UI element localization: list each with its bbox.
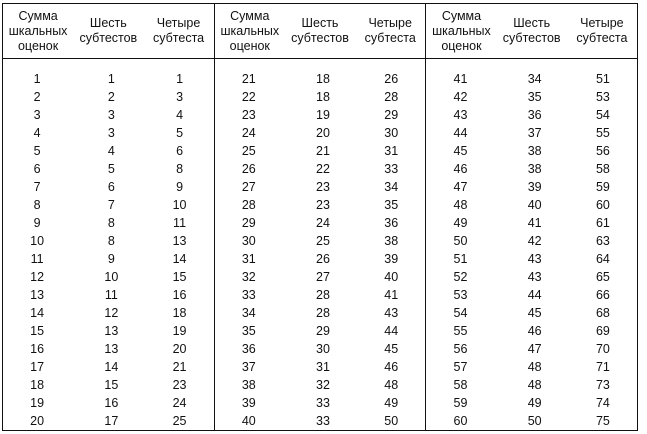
cell-six-subtests: 23 — [316, 198, 330, 212]
cell-four-subtests: 68 — [595, 306, 610, 320]
cell-sum-scaled-scores: 52 — [453, 270, 468, 284]
cell-six-subtests: 47 — [527, 342, 542, 356]
cell-four-subtests: 55 — [595, 126, 610, 140]
cell-sum-scaled-scores: 49 — [453, 216, 468, 230]
cell-six-subtests: 8 — [107, 216, 115, 230]
cell-sum-scaled-scores: 4 — [33, 126, 41, 140]
cell-sum-scaled-scores: 5 — [33, 144, 41, 158]
table-row — [215, 160, 426, 178]
cell-sum-scaled-scores: 53 — [453, 288, 468, 302]
cell-four-subtests: 40 — [384, 270, 399, 284]
cell-four-subtests: 56 — [595, 144, 610, 158]
cell-six-subtests: 8 — [107, 234, 115, 248]
cell-four-subtests: 19 — [172, 324, 187, 338]
cell-six-subtests: 1 — [107, 72, 115, 86]
table-row — [426, 142, 637, 160]
table-row — [426, 394, 637, 412]
cell-six-subtests: 35 — [527, 90, 542, 104]
cell-four-subtests: 64 — [595, 252, 610, 266]
table-row — [215, 286, 426, 304]
table-row — [426, 124, 637, 142]
header-four-subtests: Четыре субтеста — [152, 16, 205, 45]
cell-sum-scaled-scores: 14 — [30, 306, 45, 320]
cell-six-subtests: 30 — [316, 342, 330, 356]
cell-four-subtests: 5 — [176, 126, 184, 140]
cell-four-subtests: 4 — [176, 108, 184, 122]
table-row — [3, 250, 214, 268]
cell-six-subtests: 44 — [527, 288, 542, 302]
cell-four-subtests: 75 — [595, 414, 610, 428]
cell-six-subtests: 34 — [527, 72, 542, 86]
cell-six-subtests: 11 — [104, 288, 118, 302]
cell-four-subtests: 61 — [595, 216, 610, 230]
table-row — [426, 268, 637, 286]
cell-four-subtests: 3 — [176, 90, 184, 104]
cell-four-subtests: 53 — [595, 90, 610, 104]
cell-sum-scaled-scores: 1 — [33, 72, 41, 86]
header-sum-scaled-scores: Сумма шкальных оценок — [8, 8, 68, 53]
cell-sum-scaled-scores: 50 — [453, 234, 468, 248]
cell-six-subtests: 32 — [316, 378, 330, 392]
cell-six-subtests: 14 — [104, 360, 119, 374]
cell-six-subtests: 13 — [104, 342, 119, 356]
table-row — [215, 106, 426, 124]
header-six-subtests: Шесть субтестов — [291, 16, 349, 45]
cell-sum-scaled-scores: 10 — [30, 234, 45, 248]
cell-four-subtests: 9 — [176, 180, 184, 194]
cell-sum-scaled-scores: 27 — [241, 180, 256, 194]
cell-six-subtests: 46 — [527, 324, 542, 338]
table-row — [215, 340, 426, 358]
table-row — [3, 70, 214, 88]
cell-six-subtests: 6 — [107, 180, 115, 194]
table-row — [215, 88, 426, 106]
cell-four-subtests: 20 — [172, 342, 187, 356]
table-row — [426, 304, 637, 322]
cell-sum-scaled-scores: 32 — [241, 270, 256, 284]
cell-four-subtests: 8 — [176, 162, 184, 176]
table-row — [215, 358, 426, 376]
cell-sum-scaled-scores: 8 — [33, 198, 41, 212]
table-row — [426, 340, 637, 358]
cell-sum-scaled-scores: 35 — [241, 324, 256, 338]
cell-six-subtests: 17 — [104, 414, 119, 428]
table-row — [426, 358, 637, 376]
cell-six-subtests: 43 — [527, 252, 542, 266]
table-row — [215, 376, 426, 394]
cell-sum-scaled-scores: 26 — [241, 162, 256, 176]
cell-sum-scaled-scores: 3 — [33, 108, 41, 122]
cell-six-subtests: 15 — [104, 378, 119, 392]
cell-sum-scaled-scores: 6 — [33, 162, 41, 176]
cell-four-subtests: 34 — [384, 180, 399, 194]
cell-four-subtests: 25 — [172, 414, 187, 428]
table-row — [215, 322, 426, 340]
table-body — [215, 59, 426, 430]
table-body — [426, 59, 637, 430]
table-row — [3, 412, 214, 430]
table-row — [215, 178, 426, 196]
table-row — [3, 268, 214, 286]
table-row — [426, 412, 637, 430]
cell-four-subtests: 15 — [172, 270, 187, 284]
cell-sum-scaled-scores: 56 — [453, 342, 468, 356]
table-row — [215, 232, 426, 250]
cell-six-subtests: 31 — [316, 360, 330, 374]
cell-four-subtests: 38 — [384, 234, 399, 248]
cell-four-subtests: 29 — [384, 108, 399, 122]
cell-sum-scaled-scores: 46 — [453, 162, 468, 176]
cell-sum-scaled-scores: 38 — [241, 378, 256, 392]
cell-sum-scaled-scores: 22 — [241, 90, 256, 104]
cell-six-subtests: 28 — [316, 306, 330, 320]
header-four-subtests: Четыре субтеста — [576, 16, 628, 45]
cell-sum-scaled-scores: 28 — [241, 198, 256, 212]
cell-four-subtests: 65 — [595, 270, 610, 284]
table-row — [426, 286, 637, 304]
table-row — [3, 196, 214, 214]
header-sum-scaled-scores: Сумма шкальных оценок — [220, 8, 280, 53]
table-row — [215, 142, 426, 160]
cell-sum-scaled-scores: 55 — [453, 324, 468, 338]
cell-four-subtests: 30 — [384, 126, 399, 140]
cell-four-subtests: 36 — [384, 216, 399, 230]
header-sum-scaled-scores: Сумма шкальных оценок — [432, 8, 491, 53]
table-row — [3, 88, 214, 106]
cell-six-subtests: 42 — [527, 234, 542, 248]
cell-four-subtests: 33 — [384, 162, 399, 176]
cell-sum-scaled-scores: 12 — [30, 270, 45, 284]
cell-sum-scaled-scores: 60 — [453, 414, 468, 428]
cell-sum-scaled-scores: 21 — [241, 72, 256, 86]
cell-four-subtests: 54 — [595, 108, 610, 122]
cell-six-subtests: 40 — [527, 198, 542, 212]
header-four-subtests: Четыре субтеста — [364, 16, 416, 45]
cell-four-subtests: 69 — [595, 324, 610, 338]
cell-six-subtests: 50 — [527, 414, 542, 428]
cell-six-subtests: 38 — [527, 162, 542, 176]
cell-six-subtests: 33 — [316, 396, 330, 410]
cell-sum-scaled-scores: 13 — [30, 288, 45, 302]
cell-sum-scaled-scores: 15 — [30, 324, 45, 338]
cell-sum-scaled-scores: 34 — [241, 306, 256, 320]
cell-six-subtests: 37 — [527, 126, 542, 140]
cell-four-subtests: 35 — [384, 198, 399, 212]
cell-six-subtests: 28 — [316, 288, 330, 302]
cell-six-subtests: 33 — [316, 414, 330, 428]
cell-six-subtests: 48 — [527, 360, 542, 374]
table-row — [215, 250, 426, 268]
cell-four-subtests: 45 — [384, 342, 399, 356]
table-row — [3, 286, 214, 304]
cell-sum-scaled-scores: 37 — [241, 360, 256, 374]
cell-four-subtests: 16 — [172, 288, 187, 302]
cell-six-subtests: 38 — [527, 144, 542, 158]
cell-six-subtests: 9 — [107, 252, 115, 266]
table-block-1 — [3, 4, 215, 430]
cell-four-subtests: 66 — [595, 288, 610, 302]
cell-six-subtests: 19 — [316, 108, 330, 122]
cell-four-subtests: 24 — [172, 396, 187, 410]
table-row — [215, 394, 426, 412]
cell-six-subtests: 20 — [316, 126, 330, 140]
table-block-3 — [426, 4, 637, 430]
cell-six-subtests: 39 — [527, 180, 542, 194]
table-row — [426, 196, 637, 214]
header-six-subtests: Шесть субтестов — [502, 16, 561, 45]
cell-six-subtests: 23 — [316, 180, 330, 194]
cell-sum-scaled-scores: 9 — [33, 216, 41, 230]
cell-sum-scaled-scores: 25 — [241, 144, 256, 158]
cell-sum-scaled-scores: 39 — [241, 396, 256, 410]
cell-sum-scaled-scores: 42 — [453, 90, 468, 104]
cell-sum-scaled-scores: 51 — [453, 252, 468, 266]
cell-four-subtests: 71 — [595, 360, 610, 374]
cell-four-subtests: 21 — [172, 360, 187, 374]
cell-six-subtests: 13 — [104, 324, 119, 338]
cell-sum-scaled-scores: 17 — [30, 360, 45, 374]
table-row — [3, 106, 214, 124]
cell-four-subtests: 60 — [595, 198, 610, 212]
cell-six-subtests: 48 — [527, 378, 542, 392]
cell-six-subtests: 4 — [107, 144, 115, 158]
cell-four-subtests: 39 — [384, 252, 399, 266]
cell-four-subtests: 18 — [172, 306, 187, 320]
cell-sum-scaled-scores: 33 — [241, 288, 256, 302]
cell-four-subtests: 6 — [176, 144, 184, 158]
cell-six-subtests: 24 — [316, 216, 330, 230]
cell-sum-scaled-scores: 24 — [241, 126, 256, 140]
cell-sum-scaled-scores: 41 — [453, 72, 468, 86]
cell-four-subtests: 28 — [384, 90, 399, 104]
cell-six-subtests: 5 — [107, 162, 115, 176]
cell-six-subtests: 12 — [104, 306, 119, 320]
table-row — [215, 214, 426, 232]
cell-four-subtests: 58 — [595, 162, 610, 176]
cell-six-subtests: 45 — [527, 306, 542, 320]
cell-four-subtests: 43 — [384, 306, 399, 320]
table-row — [426, 106, 637, 124]
cell-sum-scaled-scores: 44 — [453, 126, 468, 140]
table-row — [426, 178, 637, 196]
cell-six-subtests: 2 — [107, 90, 115, 104]
table-row — [3, 376, 214, 394]
cell-six-subtests: 26 — [316, 252, 330, 266]
table-header — [3, 4, 214, 59]
table-row — [3, 358, 214, 376]
cell-sum-scaled-scores: 58 — [453, 378, 468, 392]
table-block-2 — [215, 4, 427, 430]
cell-six-subtests: 16 — [104, 396, 119, 410]
cell-four-subtests: 1 — [176, 72, 184, 86]
table-row — [426, 250, 637, 268]
cell-six-subtests: 43 — [527, 270, 542, 284]
table-row — [3, 124, 214, 142]
table-row — [426, 70, 637, 88]
cell-four-subtests: 59 — [595, 180, 610, 194]
cell-sum-scaled-scores: 29 — [241, 216, 256, 230]
cell-four-subtests: 31 — [384, 144, 399, 158]
table-row — [3, 304, 214, 322]
table-row — [215, 304, 426, 322]
cell-four-subtests: 26 — [384, 72, 399, 86]
cell-six-subtests: 27 — [316, 270, 330, 284]
cell-six-subtests: 10 — [104, 270, 119, 284]
cell-sum-scaled-scores: 19 — [30, 396, 45, 410]
cell-four-subtests: 49 — [384, 396, 399, 410]
table-row — [3, 322, 214, 340]
cell-four-subtests: 48 — [384, 378, 399, 392]
table-row — [215, 412, 426, 430]
table-row — [215, 124, 426, 142]
cell-sum-scaled-scores: 16 — [30, 342, 45, 356]
cell-six-subtests: 41 — [527, 216, 542, 230]
cell-sum-scaled-scores: 48 — [453, 198, 468, 212]
cell-four-subtests: 70 — [595, 342, 610, 356]
cell-six-subtests: 3 — [107, 108, 115, 122]
cell-sum-scaled-scores: 7 — [33, 180, 41, 194]
cell-sum-scaled-scores: 23 — [241, 108, 256, 122]
cell-sum-scaled-scores: 30 — [241, 234, 256, 248]
table-row — [3, 340, 214, 358]
table-row — [3, 178, 214, 196]
cell-six-subtests: 18 — [316, 72, 330, 86]
table-row — [3, 160, 214, 178]
table-body — [3, 59, 214, 430]
cell-six-subtests: 36 — [527, 108, 542, 122]
table-header — [426, 4, 637, 59]
table-row — [3, 142, 214, 160]
header-six-subtests: Шесть субтестов — [79, 16, 138, 45]
cell-four-subtests: 11 — [173, 216, 187, 230]
table-row — [426, 214, 637, 232]
cell-four-subtests: 46 — [384, 360, 399, 374]
table-row — [426, 322, 637, 340]
cell-sum-scaled-scores: 43 — [453, 108, 468, 122]
cell-four-subtests: 41 — [384, 288, 399, 302]
cell-four-subtests: 63 — [595, 234, 610, 248]
cell-six-subtests: 29 — [316, 324, 330, 338]
cell-sum-scaled-scores: 2 — [33, 90, 41, 104]
cell-sum-scaled-scores: 47 — [453, 180, 468, 194]
cell-sum-scaled-scores: 36 — [241, 342, 256, 356]
cell-four-subtests: 23 — [172, 378, 187, 392]
table-row — [215, 196, 426, 214]
cell-four-subtests: 73 — [595, 378, 610, 392]
cell-sum-scaled-scores: 54 — [453, 306, 468, 320]
cell-four-subtests: 13 — [172, 234, 187, 248]
cell-sum-scaled-scores: 11 — [30, 252, 44, 266]
cell-sum-scaled-scores: 45 — [453, 144, 468, 158]
table-row — [426, 88, 637, 106]
cell-six-subtests: 21 — [316, 144, 330, 158]
cell-sum-scaled-scores: 40 — [241, 414, 256, 428]
table-row — [3, 394, 214, 412]
table-row — [426, 232, 637, 250]
cell-four-subtests: 51 — [595, 72, 610, 86]
table-row — [215, 70, 426, 88]
cell-six-subtests: 25 — [316, 234, 330, 248]
cell-sum-scaled-scores: 31 — [241, 252, 256, 266]
cell-four-subtests: 50 — [384, 414, 399, 428]
cell-sum-scaled-scores: 18 — [30, 378, 45, 392]
cell-sum-scaled-scores: 59 — [453, 396, 468, 410]
table-row — [3, 214, 214, 232]
table-row — [426, 376, 637, 394]
table-row — [426, 160, 637, 178]
cell-four-subtests: 14 — [172, 252, 187, 266]
cell-four-subtests: 10 — [172, 198, 187, 212]
cell-four-subtests: 44 — [384, 324, 399, 338]
conversion-table — [2, 3, 638, 431]
cell-sum-scaled-scores: 57 — [453, 360, 468, 374]
table-header — [215, 4, 426, 59]
table-row — [3, 232, 214, 250]
cell-six-subtests: 18 — [316, 90, 330, 104]
cell-four-subtests: 74 — [595, 396, 610, 410]
cell-sum-scaled-scores: 20 — [30, 414, 45, 428]
cell-six-subtests: 22 — [316, 162, 330, 176]
cell-six-subtests: 3 — [107, 126, 115, 140]
table-row — [215, 268, 426, 286]
cell-six-subtests: 49 — [527, 396, 542, 410]
cell-six-subtests: 7 — [107, 198, 115, 212]
